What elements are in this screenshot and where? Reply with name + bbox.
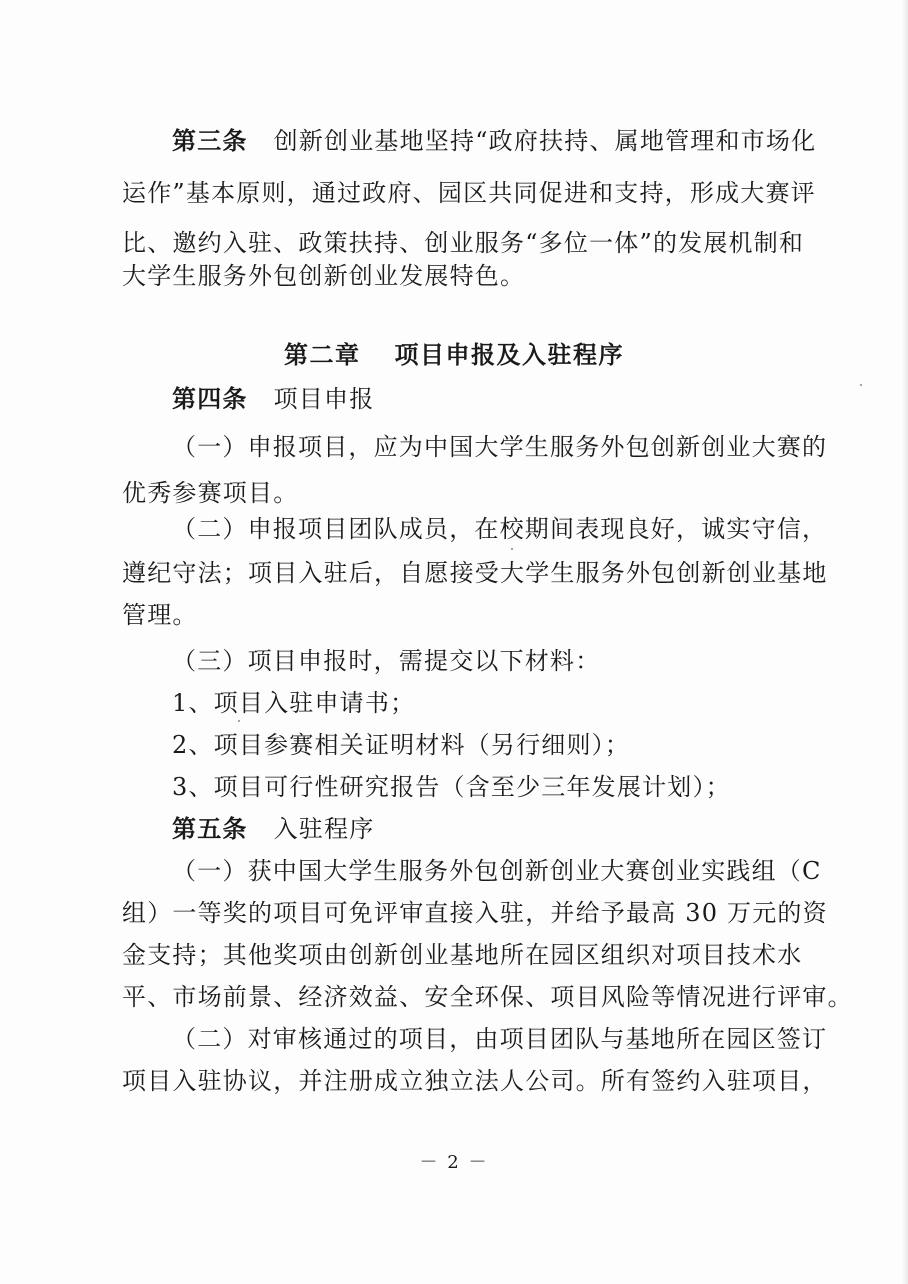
article-4-item-2-line-2: 遵纪守法；项目入驻后，自愿接受大学生服务外包创新创业基地 [122, 559, 828, 587]
article-5-item-2-line-2: 项目入驻协议，并注册成立独立法人公司。所有签约入驻项目， [122, 1067, 828, 1095]
article-4-item-2-line-1: （二）申报项目团队成员，在校期间表现良好，诚实守信， [172, 515, 828, 543]
article-4-item-3: （三）项目申报时，需提交以下材料： [172, 647, 601, 675]
article-5-title: 入驻程序 [273, 815, 375, 843]
article-5-item-1-line-2: 组）一等奖的项目可免评审直接入驻，并给予最高 30 万元的资 [122, 899, 828, 927]
scan-speck [860, 384, 862, 386]
article-4-item-1-line-2: 优秀参赛项目。 [122, 479, 299, 507]
article-4-heading: 第四条 [172, 384, 248, 413]
chapter-title: 项目申报及入驻程序 [394, 340, 624, 369]
scan-edge-shadow [902, 0, 908, 1284]
article-3-line-1 [172, 126, 817, 156]
chapter-heading [0, 340, 908, 370]
article-4-item-1-line-1: （一）申报项目，应为中国大学生服务外包创新创业大赛的 [172, 433, 828, 461]
article-3-line-2: 运作”基本原则，通过政府、园区共同促进和支持，形成大赛评 [122, 179, 816, 207]
article-4-title: 项目申报 [273, 385, 375, 413]
article-5-item-2-line-1: （二）对审核通过的项目，由项目团队与基地所在园区签订 [172, 1025, 828, 1053]
article-5-item-1-line-3: 金支持；其他奖项由创新创业基地所在园区组织对项目技术水 [122, 941, 803, 969]
article-4-heading-line [172, 384, 798, 414]
article-3-line-4: 大学生服务外包创新创业发展特色。 [122, 262, 526, 290]
article-5-item-1-line-4: 平、市场前景、经济效益、安全环保、项目风险等情况进行评审。 [122, 983, 853, 1011]
article-5-item-1-line-1: （一）获中国大学生服务外包创新创业大赛创业实践组（C [172, 857, 822, 885]
material-item-3: 3、项目可行性研究报告（含至少三年发展计划）； [172, 773, 731, 801]
article-3-line-3: 比、邀约入驻、政策扶持、创业服务“多位一体”的发展机制和 [122, 229, 805, 257]
scan-speck [511, 548, 513, 550]
chapter-number: 第二章 [284, 340, 361, 369]
material-item-2: 2、项目参赛相关证明材料（另行细则）； [172, 731, 631, 759]
article-3-text-1: 创新创业基地坚持“政府扶持、属地管理和市场化 [273, 127, 817, 155]
material-item-1: 1、项目入驻申请书； [172, 689, 416, 717]
article-5-heading: 第五条 [172, 814, 248, 843]
article-5-heading-line [172, 814, 798, 844]
article-3-heading: 第三条 [172, 126, 248, 155]
page-number: － 2 － [419, 1152, 489, 1173]
article-4-item-2-line-3: 管理。 [122, 601, 198, 629]
scan-speck [238, 720, 240, 722]
